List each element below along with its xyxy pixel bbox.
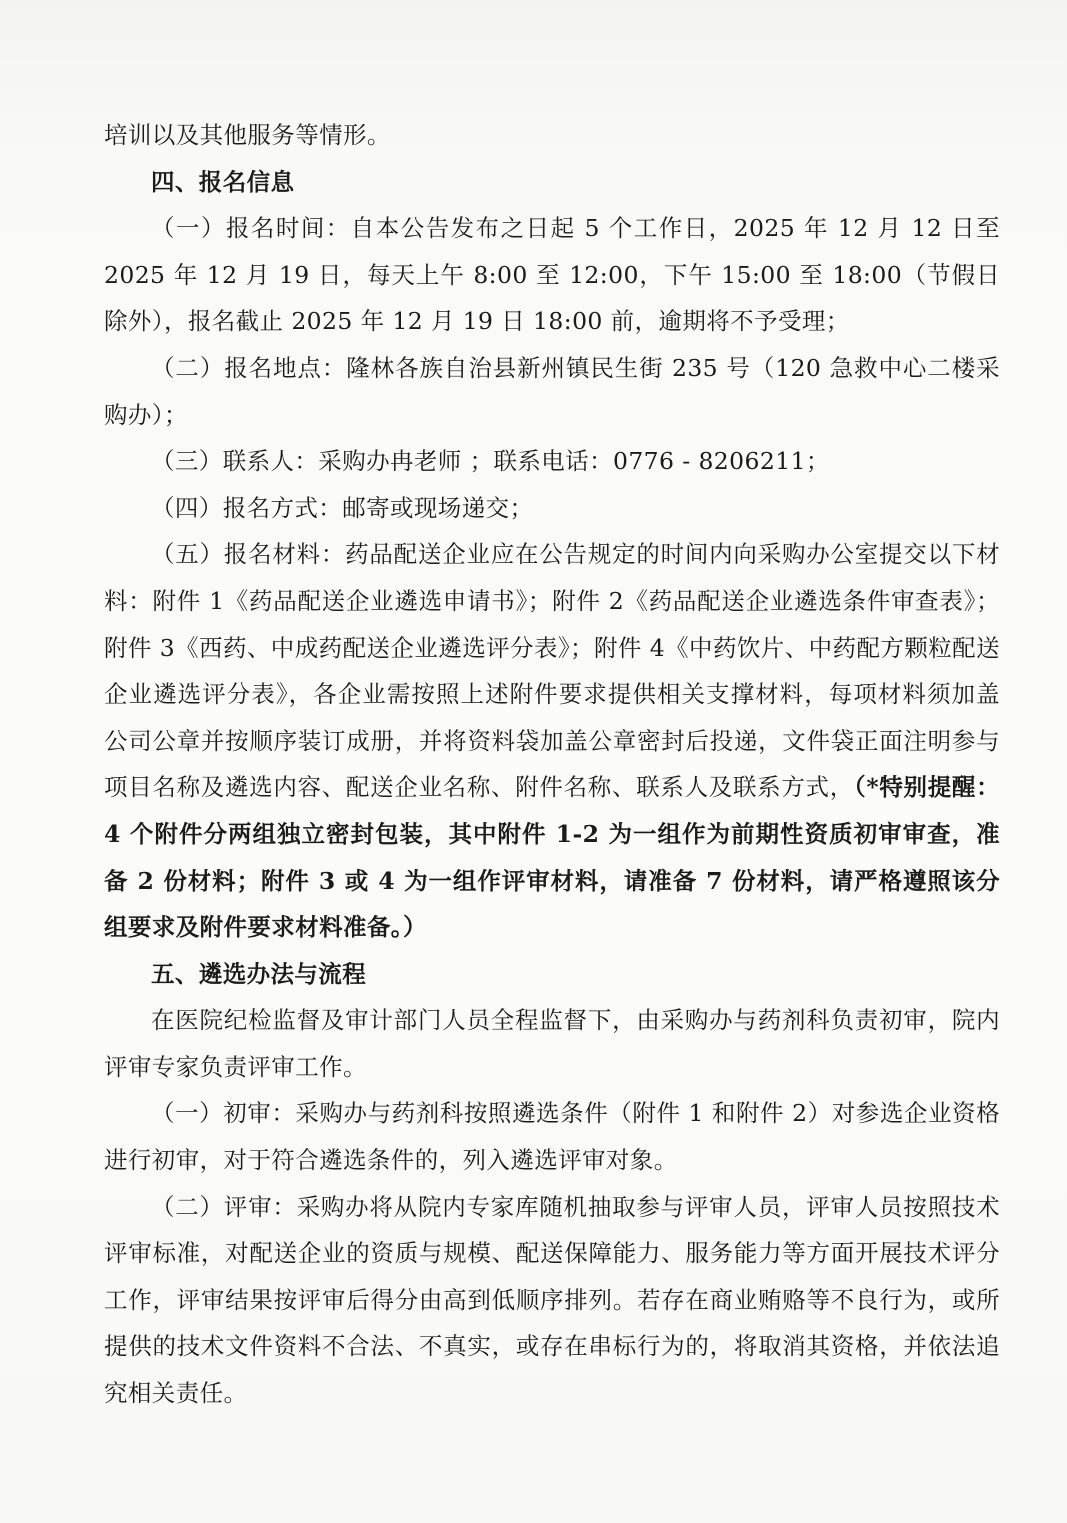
registration-materials-text: （五）报名材料：药品配送企业应在公告规定的时间内向采购办公室提交以下材料：附件 1《药品配送企业遴选申请书》；附件 2《药品配送企业遴选条件审查表》；附件 3《西药、中成药配送企业遴选评分表》；附件 4《中药饮片、中药配方颗粒配送企业遴选评分表》，各企业需按照上述附件要求提供相关支撑材料，每项材料须加盖公司公章并按顺序装订成册，并将资料袋加盖公章密封后投递，文件袋正面注明参与项目名称及遴选内容、配送企业名称、附件名称、联系人及联系方式，: [104, 540, 1000, 802]
registration-time-paragraph: （一）报名时间：自本公告发布之日起 5 个工作日，2025 年 12 月 12 日至 2025 年 12 月 19 日，每天上午 8:00 至 12:00，下午 15:00 至 18:00（节假日除外），报名截止 2025 年 12 月 19 日 18:00 前，逾期将不予受理；: [104, 214, 1000, 336]
registration-materials-paragraph: [104, 531, 1000, 950]
document-body: [104, 112, 1000, 1417]
registration-location-paragraph: （二）报名地点：隆林各族自治县新州镇民生街 235 号（120 急救中心二楼采购办）；: [104, 353, 1000, 429]
section-heading-selection: 五、遴选办法与流程: [151, 959, 367, 988]
section-heading-registration: 四、报名信息: [151, 167, 295, 196]
registration-method-paragraph: （四）报名方式：邮寄或现场递交；: [151, 493, 534, 522]
preliminary-review-paragraph: （一）初审：采购办与药剂科按照遴选条件（附件 1 和附件 2）对参选企业资格进行初审，对于符合遴选条件的，列入遴选评审对象。: [104, 1099, 1000, 1175]
selection-intro-paragraph: 在医院纪检监督及审计部门人员全程监督下，由采购办与药剂科负责初审，院内评审专家负责评审工作。: [104, 1006, 1000, 1081]
continuation-paragraph: 培训以及其他服务等情形。: [104, 121, 391, 149]
special-reminder: （*特别提醒：4 个附件分两组独立密封包装，其中附件 1-2 为一组作为前期性资质初审审查，准备 2 份材料；附件 3 或 4 为一组作评审材料，请准备 7 份材料，请严格遵照该分组要求及附件要求材料准备。）: [104, 773, 1000, 942]
contact-paragraph: （三）联系人：采购办冉老师 ；联系电话：0776 - 8206211；: [151, 447, 830, 476]
evaluation-paragraph: （二）评审：采购办将从院内专家库随机抽取参与评审人员，评审人员按照技术评审标准，对配送企业的资质与规模、配送保障能力、服务能力等方面开展技术评分工作，评审结果按评审后得分由高到低顺序排列。若存在商业贿赂等不良行为，或所提供的技术文件资料不合法、不真实，或存在串标行为的，将取消其资格，并依法追究相关责任。: [104, 1192, 1000, 1408]
